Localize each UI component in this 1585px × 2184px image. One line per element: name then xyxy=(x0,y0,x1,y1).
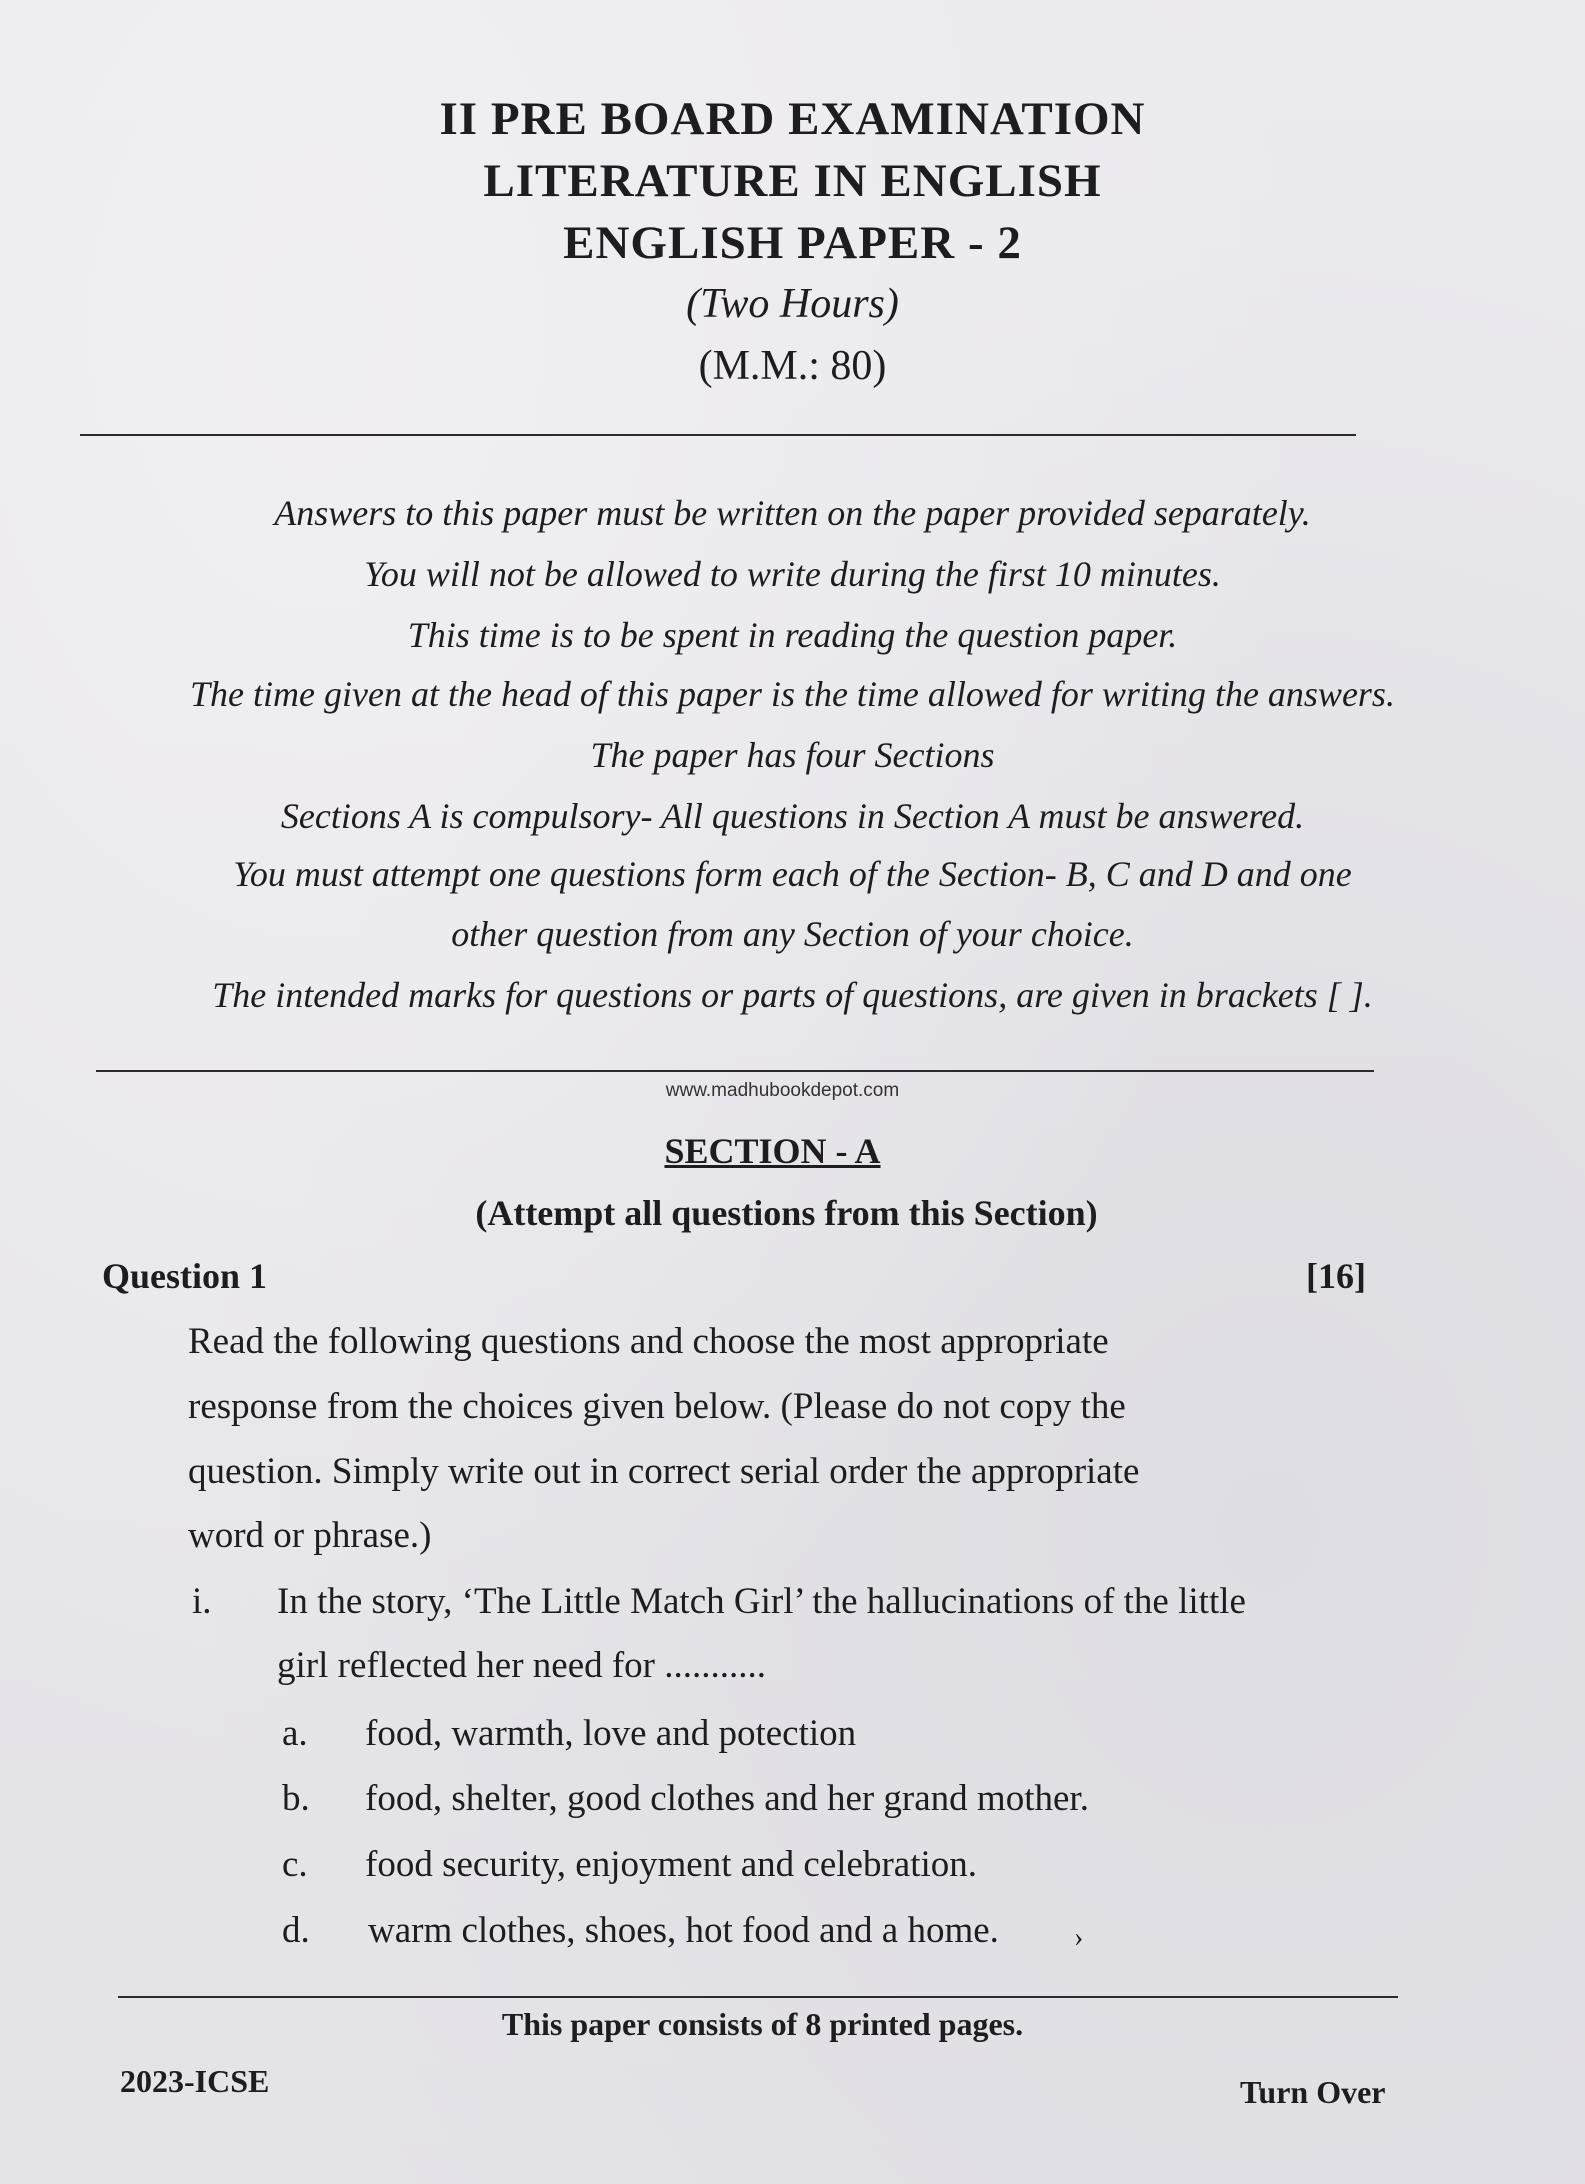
section-title: SECTION - A xyxy=(664,1131,881,1171)
option-letter: d. xyxy=(282,1910,310,1951)
question-marks: [16] xyxy=(1306,1256,1366,1296)
question-label: Question 1 xyxy=(102,1256,268,1296)
instruction-line: This time is to be spent in reading the question paper. xyxy=(407,615,1178,655)
question-intro-line: question. Simply write out in correct serial order the appropriate xyxy=(188,1451,1140,1492)
question-intro-line: Read the following questions and choose the most appropriate xyxy=(188,1321,1109,1362)
exam-title: II PRE BOARD EXAMINATION xyxy=(439,93,1146,145)
footer-divider xyxy=(118,1996,1398,1998)
duration-label: (Two Hours) xyxy=(686,281,899,327)
option-text: food security, enjoyment and celebration. xyxy=(365,1844,977,1885)
instruction-line: You must attempt one questions form each of the Section- B, C and D and one xyxy=(233,854,1352,894)
watermark-url: www.madhubookdepot.com xyxy=(665,1080,900,1101)
question-intro-line: response from the choices given below. (Please do not copy the xyxy=(188,1386,1126,1427)
option-text: warm clothes, shoes, hot food and a home. xyxy=(368,1910,999,1951)
turn-over-label: Turn Over xyxy=(1240,2074,1386,2110)
option-text: food, shelter, good clothes and her grand mother. xyxy=(365,1778,1089,1819)
instruction-line: The paper has four Sections xyxy=(590,735,995,775)
pen-mark-icon: › xyxy=(1074,1922,1084,1953)
option-letter: a. xyxy=(282,1713,308,1754)
option-text: food, warmth, love and potection xyxy=(365,1713,857,1754)
instruction-line: The intended marks for questions or parts of questions, are given in brackets [ ]. xyxy=(212,975,1373,1015)
instructions-divider xyxy=(96,1070,1374,1072)
header-divider xyxy=(80,434,1356,436)
instruction-line: You will not be allowed to write during the first 10 minutes. xyxy=(364,554,1221,594)
option-letter: c. xyxy=(282,1844,308,1885)
subject-title: LITERATURE IN ENGLISH xyxy=(483,155,1102,207)
instruction-line: other question from any Section of your choice. xyxy=(451,914,1134,954)
sub-question-text: In the story, ‘The Little Match Girl’ the hallucinations of the little xyxy=(277,1581,1246,1622)
instruction-line: Sections A is compulsory- All questions in Section A must be answered. xyxy=(280,796,1305,836)
paper-title: ENGLISH PAPER - 2 xyxy=(563,217,1022,269)
question-intro-line: word or phrase.) xyxy=(188,1515,432,1556)
option-letter: b. xyxy=(282,1778,310,1819)
instruction-line: Answers to this paper must be written on the paper provided separately. xyxy=(274,493,1311,533)
section-note: (Attempt all questions from this Section) xyxy=(475,1193,1098,1233)
instruction-line: The time given at the head of this paper is the time allowed for writing the answers. xyxy=(190,674,1395,714)
paper-code: 2023-ICSE xyxy=(120,2063,270,2099)
pages-note: This paper consists of 8 printed pages. xyxy=(501,2006,1024,2042)
sub-question-text: girl reflected her need for ........... xyxy=(277,1645,767,1686)
max-marks-label: (M.M.: 80) xyxy=(698,343,887,389)
sub-question-number: i. xyxy=(192,1581,212,1622)
